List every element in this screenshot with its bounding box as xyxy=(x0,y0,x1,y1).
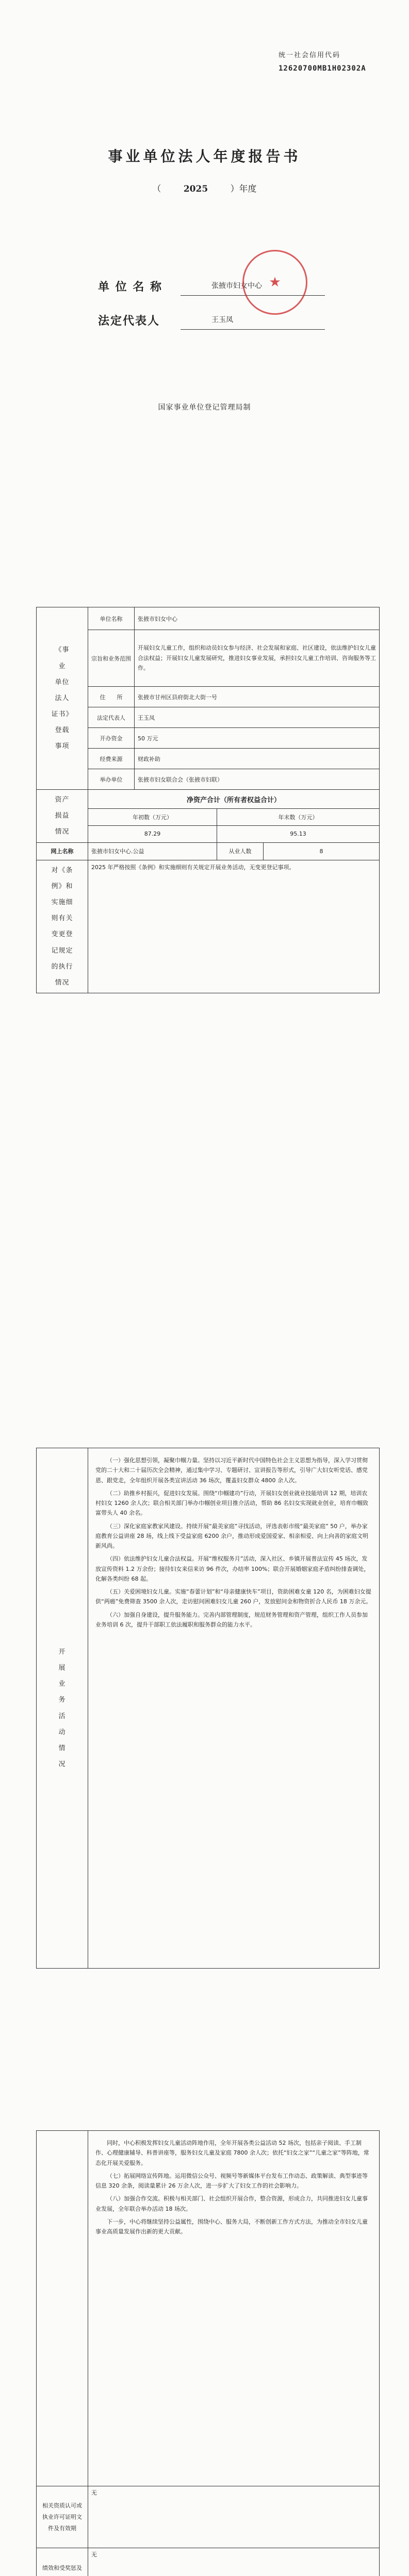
website-value: 张掖市妇女中心.公益 xyxy=(88,842,217,860)
compliance-text: 2025 年严格按照《条例》和实施细则有关规定开展业务活动，无变更登记事项。 xyxy=(88,860,380,993)
fund-label: 开办资金 xyxy=(88,728,135,749)
end-label: 年末数（万元） xyxy=(217,809,380,826)
seal-star: ★ xyxy=(269,275,281,290)
address-value: 张掖市甘州区县府街北大街一号 xyxy=(135,687,380,707)
fund-value: 50 万元 xyxy=(135,728,380,749)
activity-paragraph: （二）助推乡村振兴，促进妇女发展。围绕“巾帼建功”行动，开展妇女创业就业技能培训 12 期，培训农村妇女 1260 余人次；联合相关部门举办巾帼创业项目推介活动，帮助 86 名妇女实现就业创业，培育巾帼致富带头人 40 余名。 xyxy=(95,1489,368,1517)
continuation-paragraph: 下一步，中心将继续坚持公益属性，围绕中心、服务大局，不断创新工作方式方法，为推动全市妇女儿童事业高质量发展作出新的更大贡献。 xyxy=(95,2218,368,2235)
end-value: 95.13 xyxy=(217,825,380,842)
activity-table xyxy=(36,1448,380,1969)
continuation-text xyxy=(88,2131,380,2486)
cover-unit-name-label: 单 位 名 称 xyxy=(98,280,162,294)
unit-name-value: 张掖市妇女中心 xyxy=(135,607,380,630)
report-year: 2025 xyxy=(183,184,208,194)
lawsuit-value: 无 xyxy=(88,2548,380,2576)
address-label: 住 所 xyxy=(88,687,135,707)
info-sheet xyxy=(36,607,379,993)
compliance-section-label: 对《条 例》和 实施细 则有关 变更登 记规定 的执行 情况 xyxy=(37,860,88,993)
scope-value: 开展妇女儿童工作，组织和动员妇女参与经济、社会发展和家庭、社区建设，依法维护妇女儿童合法权益；开展妇女儿童发展研究，推进妇女事业发展，承担妇女儿童工作培训、咨询服务等工作。 xyxy=(135,630,380,687)
cover-unit-name-value: 张掖市妇女中心 xyxy=(211,282,262,290)
activity-sheet xyxy=(36,1448,379,1969)
source-label: 经费来源 xyxy=(88,749,135,769)
continuation-paragraph: 同时，中心积极发挥妇女儿童活动阵地作用，全年开展各类公益活动 52 场次，包括亲子阅读、手工制作、心理健康辅导、科普讲座等，服务妇女儿童及家庭 7800 余人次；依托“妇女之家”“儿童之家”等阵地，常态化开展关爱服务。 xyxy=(95,2140,369,2166)
finance-section-label: 资产 损益 情况 xyxy=(37,790,88,843)
activity-paragraph: （四）依法维护妇女儿童合法权益。开展“维权服务月”活动，深入社区、乡镇开展普法宣传 45 场次，发放宣传资料 1.2 万余份；接待妇女来信来访 96 件次，办结率 100%；联合开展婚姻家庭矛盾纠纷排查调处，化解各类纠纷 68 起。 xyxy=(95,1555,370,1582)
source-value: 财政补助 xyxy=(135,749,380,769)
year-close: ）年度 xyxy=(230,184,257,194)
info-table xyxy=(36,607,380,993)
issuer-line: 国家事业单位登记管理局制 xyxy=(158,403,251,412)
continuation-table xyxy=(36,2130,380,2576)
activity-paragraph: （五）关爱困境妇女儿童。实施“春蕾计划”和“母亲健康快车”项目，资助困难女童 120 名，为困难妇女提供“两癌”免费筛查 3500 余人次，走访慰问困难妇女儿童 260 户，发放慰问金和物资折合人民币 18 万余元。 xyxy=(95,1588,372,1605)
cover-legal-rep-label: 法定代表人 xyxy=(98,314,160,328)
report-title: 事业单位法人年度报告书 xyxy=(108,148,301,165)
website-label: 网上名称 xyxy=(37,842,88,860)
cover-legal-rep-underline xyxy=(181,329,325,330)
permit-value: 无 xyxy=(88,2486,380,2548)
official-seal-icon xyxy=(242,250,307,315)
legal-rep-value: 王玉凤 xyxy=(135,707,380,728)
cover-legal-rep-value: 王玉凤 xyxy=(211,316,233,324)
staff-count-value: 8 xyxy=(264,842,380,860)
continuation-paragraph: （八）加强合作交流。积极与相关部门、社会组织开展合作，整合资源，形成合力，共同推进妇女儿童事业发展，全年联合举办活动 18 场次。 xyxy=(95,2195,368,2212)
net-assets-header: 净资产合计（所有者权益合计） xyxy=(88,790,380,809)
legal-rep-label: 法定代表人 xyxy=(88,707,135,728)
staff-count-label: 从业人数 xyxy=(217,842,264,860)
activity-paragraph: （三）深化家庭家教家风建设。持续开展“最美家庭”寻找活动，评选表彰市级“最美家庭” 50 户，举办家庭教育公益讲座 28 场，线上线下受益家庭 6200 余户，推动形成爱国爱家、相亲相爱、向上向善的家庭文明新风尚。 xyxy=(95,1522,368,1549)
activity-paragraph: （六）加强自身建设，提升服务能力。完善内部管理制度，规范财务管理和资产管理，组织工作人员参加业务培训 6 次，提升干部职工依法履职和服务群众的能力水平。 xyxy=(95,1611,368,1628)
report-year-line xyxy=(0,181,409,194)
begin-value: 87.29 xyxy=(88,825,217,842)
org-value: 张掖市妇女联合会（张掖市妇联） xyxy=(135,769,380,790)
year-open: （ xyxy=(152,184,161,194)
activity-text xyxy=(88,1448,380,1969)
credit-code-value: 12620700MB1H02302A xyxy=(279,64,366,73)
permit-label: 相关资质认可或执业许可证明文件及有效期 xyxy=(37,2486,88,2548)
credit-code-block xyxy=(279,49,392,73)
scope-label: 宗旨和业务范围 xyxy=(88,630,135,687)
certificate-section-label: 《事 业 单位 法人 证书》 登载 事项 xyxy=(37,607,88,790)
org-label: 举办单位 xyxy=(88,769,135,790)
continuation-paragraph: （七）拓展网络宣传阵地。运用微信公众号、视频号等新媒体平台发布工作动态、政策解读、典型事迹等信息 320 余条，阅读量累计 26 万余人次，进一步扩大了妇女工作的社会影响力。 xyxy=(95,2172,368,2189)
begin-label: 年初数（万元） xyxy=(88,809,217,826)
activity-section-label: 开 展 业 务 活 动 情 况 xyxy=(37,1448,88,1969)
unit-name-label: 单位名称 xyxy=(88,607,135,630)
cover-legal-rep xyxy=(98,308,325,331)
continuation-spacer xyxy=(37,2131,88,2486)
lawsuit-label: 绩效和受奖惩及 xyxy=(37,2548,88,2576)
activity-paragraph: （一）强化思想引领，凝聚巾帼力量。坚持以习近平新时代中国特色社会主义思想为指导，深入学习贯彻党的二十大和二十届历次全会精神，通过集中学习、专题研讨、宣讲报告等形式，引导广大妇女听党话、感党恩、跟党走，全年组织开展各类宣讲活动 36 场次，覆盖妇女群众 4800 余人次。 xyxy=(95,1457,368,1484)
credit-code-label: 统一社会信用代码 xyxy=(279,52,341,59)
continuation-sheet xyxy=(36,2130,379,2576)
